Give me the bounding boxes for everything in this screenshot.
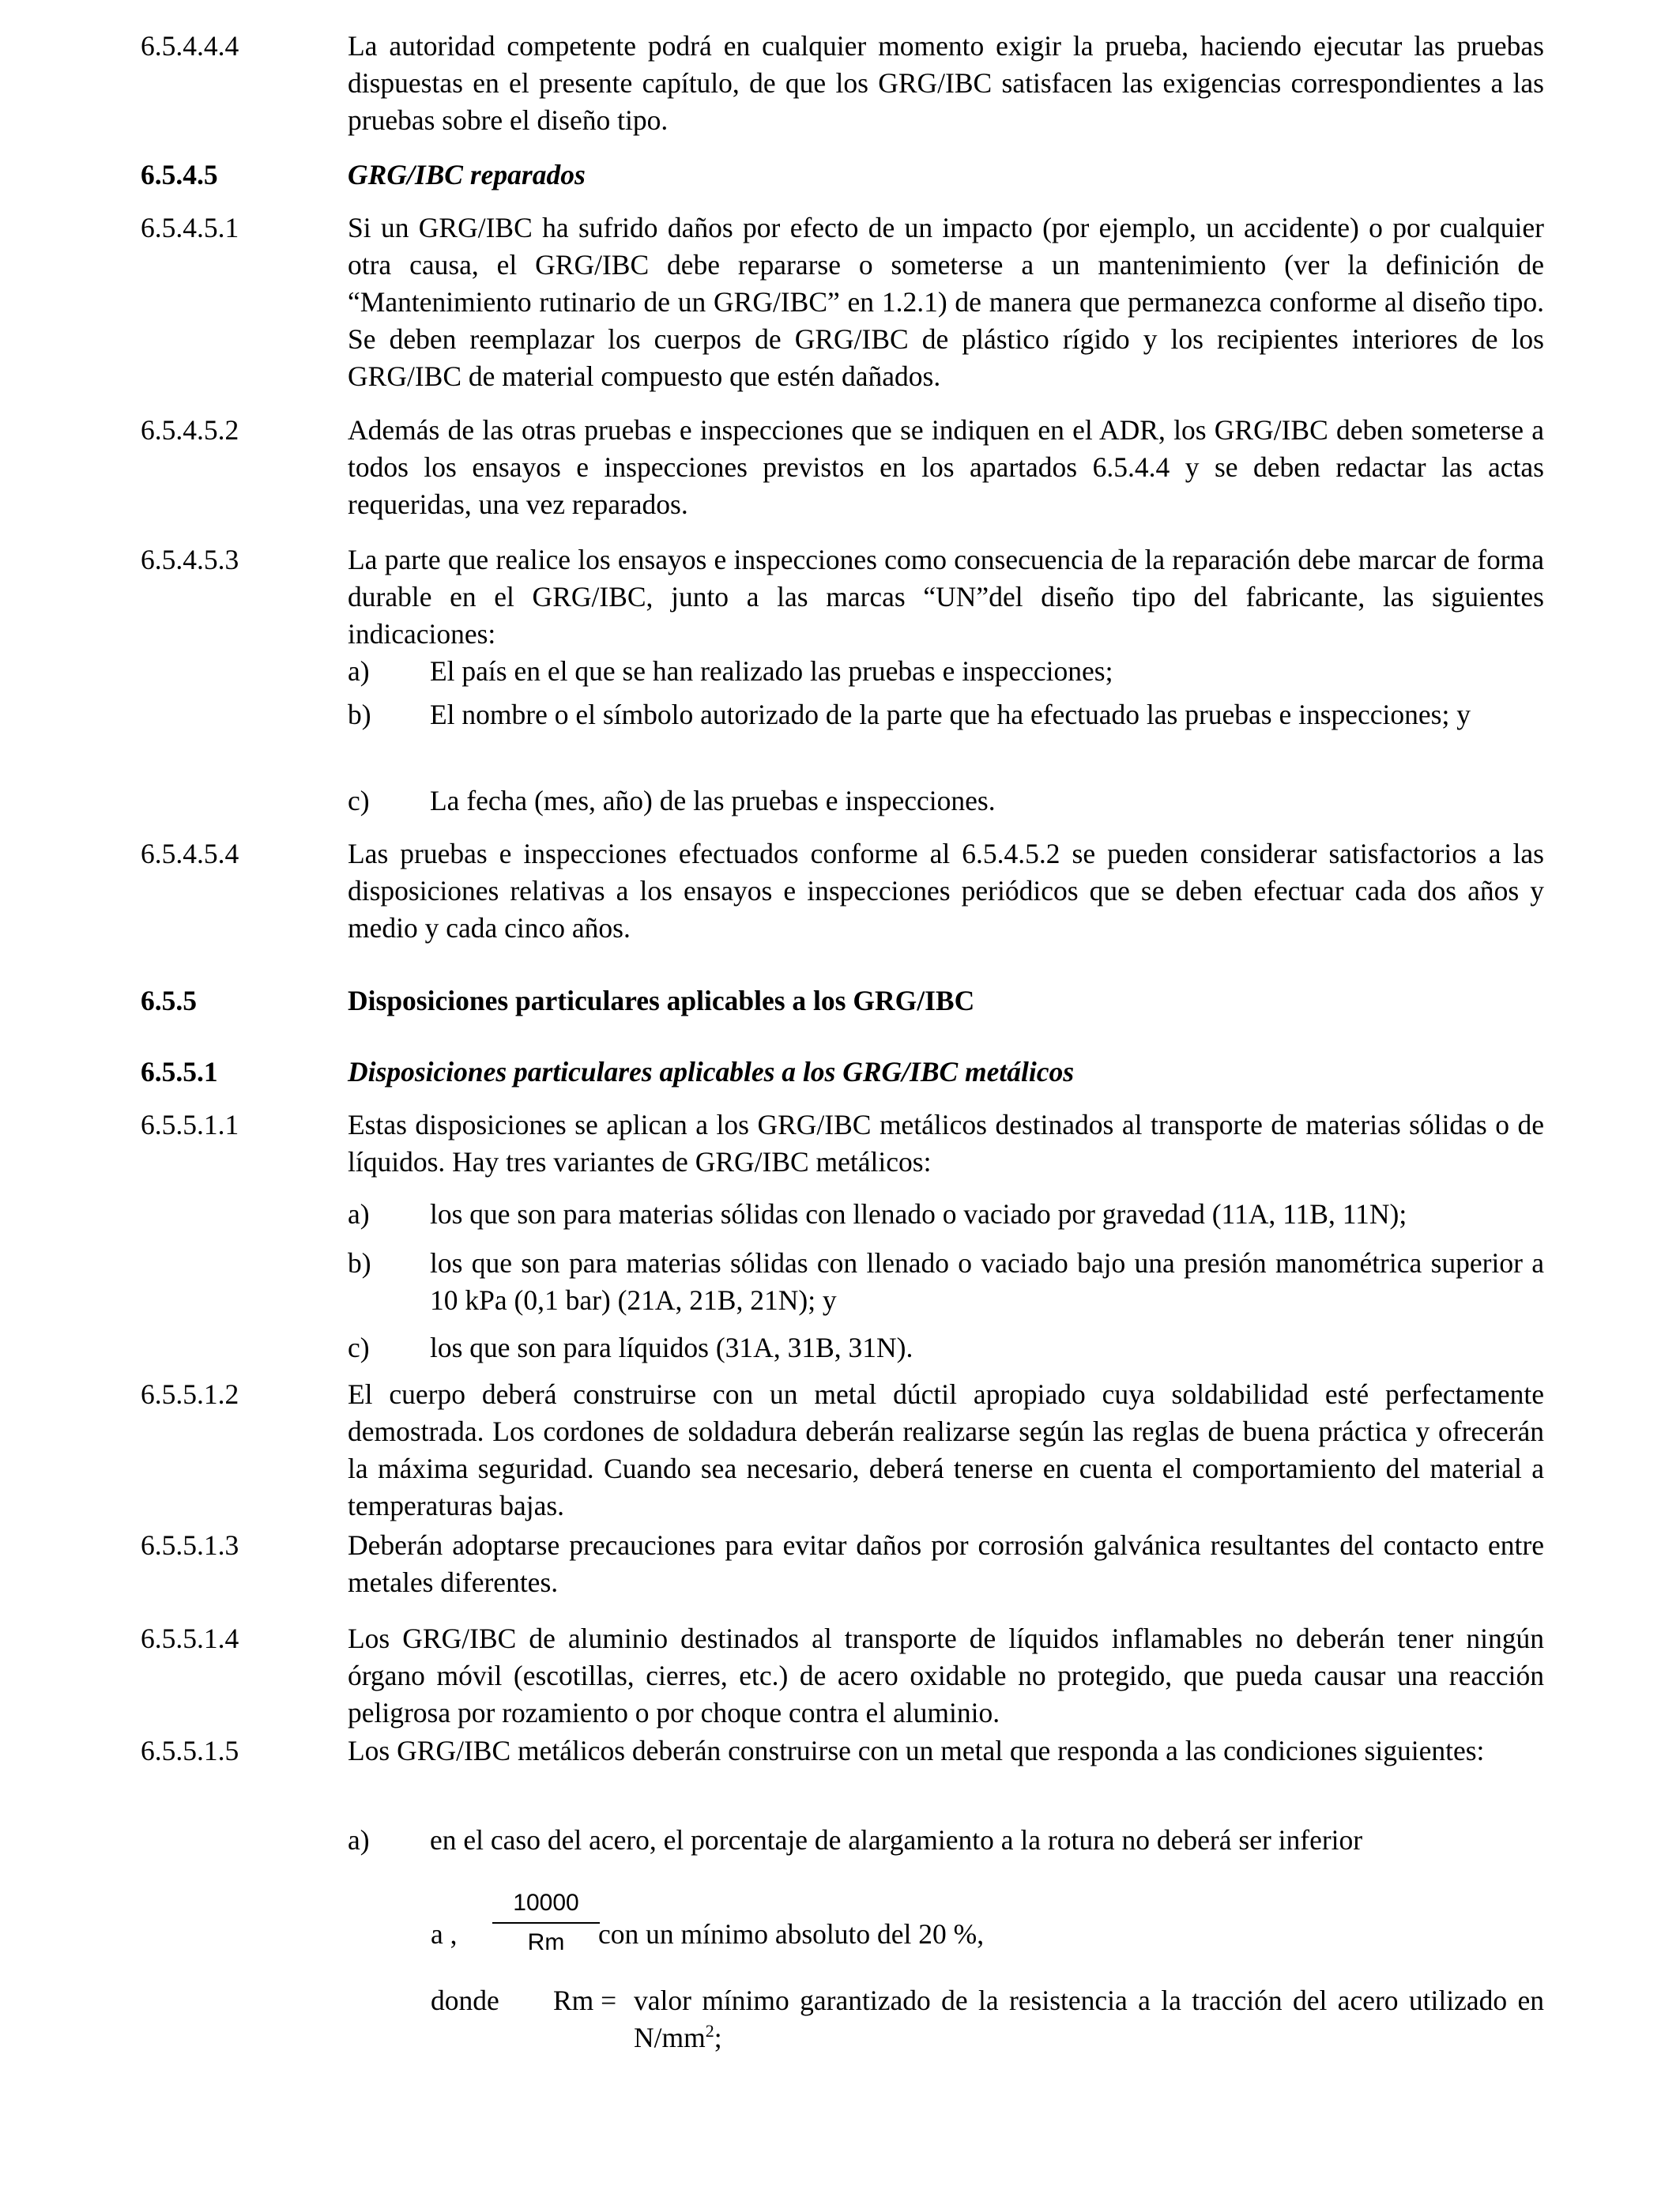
section-heading: GRG/IBC reparados bbox=[348, 159, 586, 190]
paragraph: Los GRG/IBC de aluminio destinados al transporte de líquidos inflamables no deberán tener ningún órgano móvil (escotillas, cierres, etc.) de acero oxidable no protegido, que pueda causar una reacción peligrosa por rozamiento o por choque contra el aluminio. bbox=[348, 1623, 1544, 1728]
paragraph: La parte que realice los ensayos e inspecciones como consecuencia de la reparación debe marcar de forma durable en el GRG/IBC, junto a las marcas “UN”del diseño tipo del fabricante, las siguientes indicaciones: bbox=[348, 544, 1544, 650]
rm-exponent: 2 bbox=[705, 2021, 714, 2041]
section-heading: Disposiciones particulares aplicables a los GRG/IBC bbox=[348, 985, 975, 1016]
section-number: 6.5.5.1.3 bbox=[141, 1529, 239, 1561]
list-text: los que son para materias sólidas con llenado o vaciado por gravedad (11A, 11B, 11N); bbox=[430, 1198, 1407, 1230]
section-number: 6.5.5.1.2 bbox=[141, 1378, 239, 1410]
fraction-numerator: 10000 bbox=[513, 1890, 579, 1916]
paragraph: Las pruebas e inspecciones efectuados conforme al 6.5.4.5.2 se pueden considerar satisfactorios a las disposiciones relativas a los ensayos e inspecciones periódicos que se deben efectuar cada dos años y medio y cada cinco años. bbox=[348, 838, 1544, 944]
list-text: El nombre o el símbolo autorizado de la parte que ha efectuado las pruebas e inspecciones; y bbox=[430, 699, 1471, 730]
paragraph: Deberán adoptarse precauciones para evitar daños por corrosión galvánica resultantes del contacto entre metales diferentes. bbox=[348, 1529, 1544, 1598]
section-number: 6.5.4.5.3 bbox=[141, 544, 239, 575]
section-number: 6.5.5.1 bbox=[141, 1056, 218, 1088]
section-number: 6.5.4.4.4 bbox=[141, 30, 239, 62]
list-text: los que son para materias sólidas con llenado o vaciado bajo una presión manométrica superior a 10 kPa (0,1 bar) (21A, 21B, 21N); y bbox=[430, 1247, 1544, 1316]
section-number: 6.5.4.5 bbox=[141, 159, 218, 190]
fraction-denominator: Rm bbox=[527, 1929, 565, 1955]
section-number: 6.5.5.1.1 bbox=[141, 1109, 239, 1140]
fraction-bar bbox=[492, 1922, 600, 1924]
list-label: a) bbox=[348, 1198, 370, 1230]
rm-definition bbox=[634, 1982, 1544, 2056]
donde-label: donde bbox=[431, 1985, 499, 2016]
fraction bbox=[492, 1887, 600, 1958]
list-label: b) bbox=[348, 699, 371, 730]
section-number: 6.5.5.1.4 bbox=[141, 1623, 239, 1654]
section-number: 6.5.4.5.2 bbox=[141, 414, 239, 446]
rm-label: Rm = bbox=[553, 1985, 617, 2016]
list-label: b) bbox=[348, 1247, 371, 1279]
formula-prefix: a , bbox=[431, 1918, 458, 1950]
list-label: c) bbox=[348, 1332, 370, 1363]
paragraph: El cuerpo deberá construirse con un metal dúctil apropiado cuya soldabilidad esté perfectamente demostrada. Los cordones de soldadura deberán realizarse según las reglas de buena práctica y ofrecerán la máxima seguridad. Cuando sea necesario, deberá tenerse en cuenta el comportamiento del material a temperaturas bajas. bbox=[348, 1378, 1544, 1521]
section-heading: Disposiciones particulares aplicables a los GRG/IBC metálicos bbox=[348, 1056, 1075, 1088]
list-label: c) bbox=[348, 785, 370, 816]
formula bbox=[431, 1887, 1537, 1974]
rm-definition-text: valor mínimo garantizado de la resistencia a la tracción del acero utilizado en N/mm bbox=[634, 1985, 1544, 2053]
paragraph: La autoridad competente podrá en cualquier momento exigir la prueba, haciendo ejecutar las pruebas dispuestas en el presente capítulo, de que los GRG/IBC satisfacen las exigencias correspondientes a las pruebas sobre el diseño tipo. bbox=[348, 30, 1544, 136]
rm-definition-end: ; bbox=[714, 2022, 722, 2053]
list-label: a) bbox=[348, 655, 370, 687]
paragraph: Si un GRG/IBC ha sufrido daños por efecto de un impacto (por ejemplo, un accidente) o por cualquier otra causa, el GRG/IBC debe repararse o someterse a un mantenimiento (ver la definición de “Mantenimiento rutinario de un GRG/IBC” en 1.2.1) de manera que permanezca conforme al diseño tipo. Se deben reemplazar los cuerpos de GRG/IBC de plástico rígido y los recipientes interiores de los GRG/IBC de material compuesto que estén dañados. bbox=[348, 212, 1544, 392]
section-number: 6.5.5 bbox=[141, 985, 197, 1016]
section-number: 6.5.5.1.5 bbox=[141, 1735, 239, 1766]
list-text: los que son para líquidos (31A, 31B, 31N). bbox=[430, 1332, 913, 1363]
section-number: 6.5.4.5.4 bbox=[141, 838, 239, 869]
list-text: en el caso del acero, el porcentaje de alargamiento a la rotura no deberá ser inferior bbox=[430, 1824, 1363, 1856]
paragraph: Estas disposiciones se aplican a los GRG/IBC metálicos destinados al transporte de materias sólidas o de líquidos. Hay tres variantes de GRG/IBC metálicos: bbox=[348, 1109, 1544, 1178]
paragraph: Además de las otras pruebas e inspecciones que se indiquen en el ADR, los GRG/IBC deben someterse a todos los ensayos e inspecciones previstos en los apartados 6.5.4.4 y se deben redactar las actas requeridas, una vez reparados. bbox=[348, 414, 1544, 520]
list-text: El país en el que se han realizado las pruebas e inspecciones; bbox=[430, 655, 1113, 687]
section-number: 6.5.4.5.1 bbox=[141, 212, 239, 243]
list-label: a) bbox=[348, 1824, 370, 1856]
formula-suffix: con un mínimo absoluto del 20 %, bbox=[598, 1918, 985, 1950]
paragraph: Los GRG/IBC metálicos deberán construirse con un metal que responda a las condiciones siguientes: bbox=[348, 1735, 1485, 1766]
list-text: La fecha (mes, año) de las pruebas e inspecciones. bbox=[430, 785, 996, 816]
